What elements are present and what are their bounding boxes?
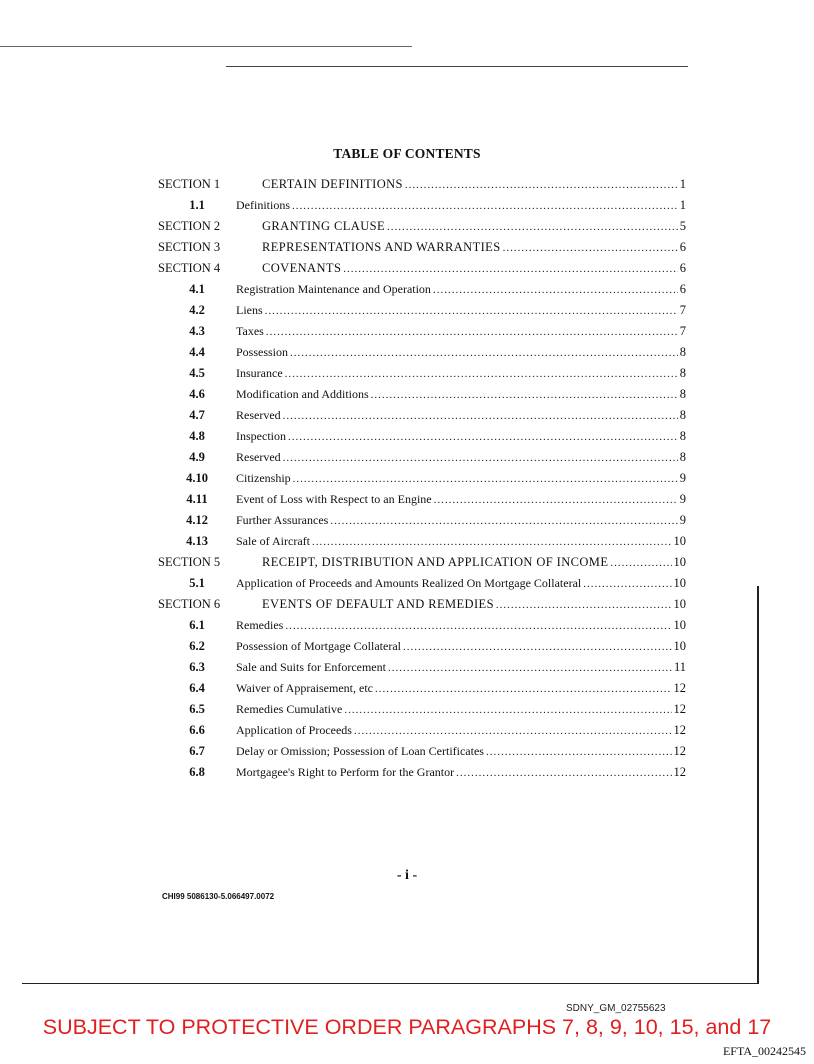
toc-label: Sale and Suits for Enforcement — [236, 660, 386, 674]
toc-subsection-row — [158, 741, 686, 762]
toc-number: SECTION 6 — [158, 597, 221, 611]
toc-number: 6.5 — [189, 702, 205, 716]
top-rule — [0, 46, 412, 47]
toc-page: 5 — [679, 219, 686, 233]
toc-page: 12 — [673, 681, 686, 695]
toc-leader-dots — [330, 511, 677, 532]
toc-leader-dots — [456, 763, 671, 784]
toc-subsection-row — [158, 426, 686, 447]
toc-label: Waiver of Appraisement, etc — [236, 681, 373, 695]
toc-label: Remedies Cumulative — [236, 702, 343, 716]
toc-label: Sale of Aircraft — [236, 534, 310, 548]
toc-subsection-row — [158, 678, 686, 699]
toc-page: 10 — [673, 534, 686, 548]
toc-label: Application of Proceeds — [236, 723, 352, 737]
document-id: CHI99 5086130-5.066497.0072 — [162, 892, 275, 901]
toc-leader-dots — [343, 259, 677, 280]
toc-page: 6 — [679, 282, 686, 296]
toc-label: RECEIPT, DISTRIBUTION AND APPLICATION OF INCOME — [262, 555, 609, 569]
toc-subsection-row — [158, 573, 686, 594]
footer-rule — [22, 983, 759, 984]
toc-number: 4.4 — [189, 345, 205, 359]
toc-subsection-row — [158, 468, 686, 489]
toc-label: Inspection — [236, 429, 286, 443]
toc-number: 4.3 — [189, 324, 205, 338]
table-of-contents — [158, 174, 686, 783]
toc-label: Taxes — [236, 324, 264, 338]
toc-page: 8 — [679, 387, 686, 401]
toc-subsection-row — [158, 489, 686, 510]
bates-number: SDNY_GM_02755623 — [566, 1003, 666, 1014]
toc-label: Reserved — [236, 408, 281, 422]
toc-subsection-row — [158, 657, 686, 678]
toc-section-row — [158, 237, 686, 258]
toc-label: Liens — [236, 303, 263, 317]
toc-leader-dots — [403, 637, 672, 658]
toc-page: 8 — [679, 429, 686, 443]
toc-subsection-row — [158, 636, 686, 657]
page-title: TABLE OF CONTENTS — [333, 146, 481, 161]
toc-subsection-row — [158, 510, 686, 531]
toc-number: 6.6 — [189, 723, 205, 737]
toc-page: 8 — [679, 366, 686, 380]
toc-page: 1 — [679, 198, 686, 212]
toc-label: Possession — [236, 345, 289, 359]
toc-number: 4.9 — [189, 450, 205, 464]
toc-section-row — [158, 174, 686, 195]
toc-number: 6.2 — [189, 639, 205, 653]
toc-number: 6.4 — [189, 681, 205, 695]
toc-leader-dots — [387, 217, 678, 238]
toc-subsection-row — [158, 720, 686, 741]
toc-page: 8 — [679, 450, 686, 464]
toc-section-row — [158, 258, 686, 279]
toc-section-row — [158, 216, 686, 237]
toc-label: Delay or Omission; Possession of Loan Certificates — [236, 744, 484, 758]
toc-page: 9 — [679, 471, 686, 485]
toc-label: REPRESENTATIONS AND WARRANTIES — [262, 240, 501, 254]
toc-number: SECTION 4 — [158, 261, 221, 275]
toc-leader-dots — [344, 700, 671, 721]
toc-number: SECTION 1 — [158, 177, 221, 191]
toc-leader-dots — [434, 490, 678, 511]
toc-page: 12 — [673, 723, 686, 737]
toc-label: Citizenship — [236, 471, 291, 485]
toc-leader-dots — [388, 658, 672, 679]
toc-page: 8 — [679, 408, 686, 422]
toc-number: 4.5 — [189, 366, 205, 380]
toc-label: Remedies — [236, 618, 284, 632]
toc-number: 4.8 — [189, 429, 205, 443]
toc-leader-dots — [283, 406, 678, 427]
page-number: - i - — [396, 868, 418, 883]
toc-leader-dots — [583, 574, 671, 595]
toc-number: 4.13 — [186, 534, 208, 548]
toc-leader-dots — [433, 280, 678, 301]
toc-leader-dots — [312, 532, 672, 553]
toc-page: 9 — [679, 513, 686, 527]
toc-subsection-row — [158, 447, 686, 468]
toc-leader-dots — [292, 196, 678, 217]
toc-subsection-row — [158, 405, 686, 426]
toc-leader-dots — [285, 616, 671, 637]
toc-number: 4.10 — [186, 471, 208, 485]
toc-leader-dots — [375, 679, 672, 700]
toc-page: 12 — [673, 744, 686, 758]
toc-leader-dots — [290, 343, 678, 364]
toc-label: Mortgagee's Right to Perform for the Grantor — [236, 765, 455, 779]
toc-number: 4.12 — [186, 513, 208, 527]
toc-page: 7 — [679, 303, 686, 317]
protective-order-notice: SUBJECT TO PROTECTIVE ORDER PARAGRAPHS 7, 8, 9, 10, 15, and 17 — [42, 1015, 772, 1039]
toc-leader-dots — [503, 238, 678, 259]
toc-subsection-row — [158, 615, 686, 636]
toc-subsection-row — [158, 279, 686, 300]
toc-leader-dots — [371, 385, 678, 406]
toc-subsection-row — [158, 531, 686, 552]
toc-page: 6 — [679, 240, 686, 254]
toc-subsection-row — [158, 363, 686, 384]
toc-label: Insurance — [236, 366, 283, 380]
toc-subsection-row — [158, 195, 686, 216]
toc-leader-dots — [283, 448, 678, 469]
toc-section-row — [158, 594, 686, 615]
efta-number: EFTA_00242545 — [722, 1044, 806, 1058]
toc-page: 12 — [673, 702, 686, 716]
toc-page: 1 — [679, 177, 686, 191]
toc-number: 4.1 — [189, 282, 205, 296]
toc-page: 10 — [673, 639, 686, 653]
toc-page: 10 — [673, 597, 686, 611]
toc-leader-dots — [285, 364, 678, 385]
right-margin-line — [757, 586, 759, 984]
toc-leader-dots — [486, 742, 672, 763]
toc-number: 1.1 — [189, 198, 205, 212]
toc-subsection-row — [158, 300, 686, 321]
toc-label: Definitions — [236, 198, 290, 212]
toc-label: CERTAIN DEFINITIONS — [262, 177, 403, 191]
toc-label: Further Assurances — [236, 513, 329, 527]
toc-page: 10 — [673, 576, 686, 590]
toc-number: 4.2 — [189, 303, 205, 317]
toc-page: 6 — [679, 261, 686, 275]
toc-number: SECTION 5 — [158, 555, 221, 569]
toc-section-row — [158, 552, 686, 573]
toc-number: SECTION 2 — [158, 219, 221, 233]
toc-leader-dots — [288, 427, 678, 448]
toc-leader-dots — [265, 301, 678, 322]
toc-leader-dots — [354, 721, 672, 742]
header-rule — [226, 66, 688, 67]
toc-number: 6.3 — [189, 660, 205, 674]
toc-leader-dots — [293, 469, 678, 490]
toc-page: 8 — [679, 345, 686, 359]
toc-page: 11 — [673, 660, 686, 674]
toc-label: GRANTING CLAUSE — [262, 219, 386, 233]
toc-subsection-row — [158, 321, 686, 342]
toc-subsection-row — [158, 342, 686, 363]
toc-number: 6.7 — [189, 744, 205, 758]
toc-label: Modification and Additions — [236, 387, 369, 401]
toc-page: 7 — [679, 324, 686, 338]
toc-number: 4.6 — [189, 387, 205, 401]
toc-label: Application of Proceeds and Amounts Realized On Mortgage Collateral — [236, 576, 582, 590]
toc-label: Possession of Mortgage Collateral — [236, 639, 401, 653]
toc-number: 4.7 — [189, 408, 205, 422]
toc-number: 6.1 — [189, 618, 205, 632]
toc-number: 6.8 — [189, 765, 205, 779]
toc-number: 4.11 — [186, 492, 208, 506]
toc-subsection-row — [158, 762, 686, 783]
toc-leader-dots — [496, 595, 672, 616]
toc-label: COVENANTS — [262, 261, 342, 275]
toc-label: Registration Maintenance and Operation — [236, 282, 431, 296]
toc-label: Event of Loss with Respect to an Engine — [236, 492, 432, 506]
toc-leader-dots — [266, 322, 678, 343]
toc-label: Reserved — [236, 450, 281, 464]
toc-label: EVENTS OF DEFAULT AND REMEDIES — [262, 597, 494, 611]
toc-page: 12 — [673, 765, 686, 779]
toc-number: 5.1 — [189, 576, 205, 590]
toc-leader-dots — [610, 553, 671, 574]
toc-page: 10 — [673, 555, 686, 569]
toc-page: 9 — [679, 492, 686, 506]
toc-page: 10 — [673, 618, 686, 632]
toc-leader-dots — [405, 175, 678, 196]
toc-subsection-row — [158, 699, 686, 720]
toc-subsection-row — [158, 384, 686, 405]
toc-number: SECTION 3 — [158, 240, 221, 254]
